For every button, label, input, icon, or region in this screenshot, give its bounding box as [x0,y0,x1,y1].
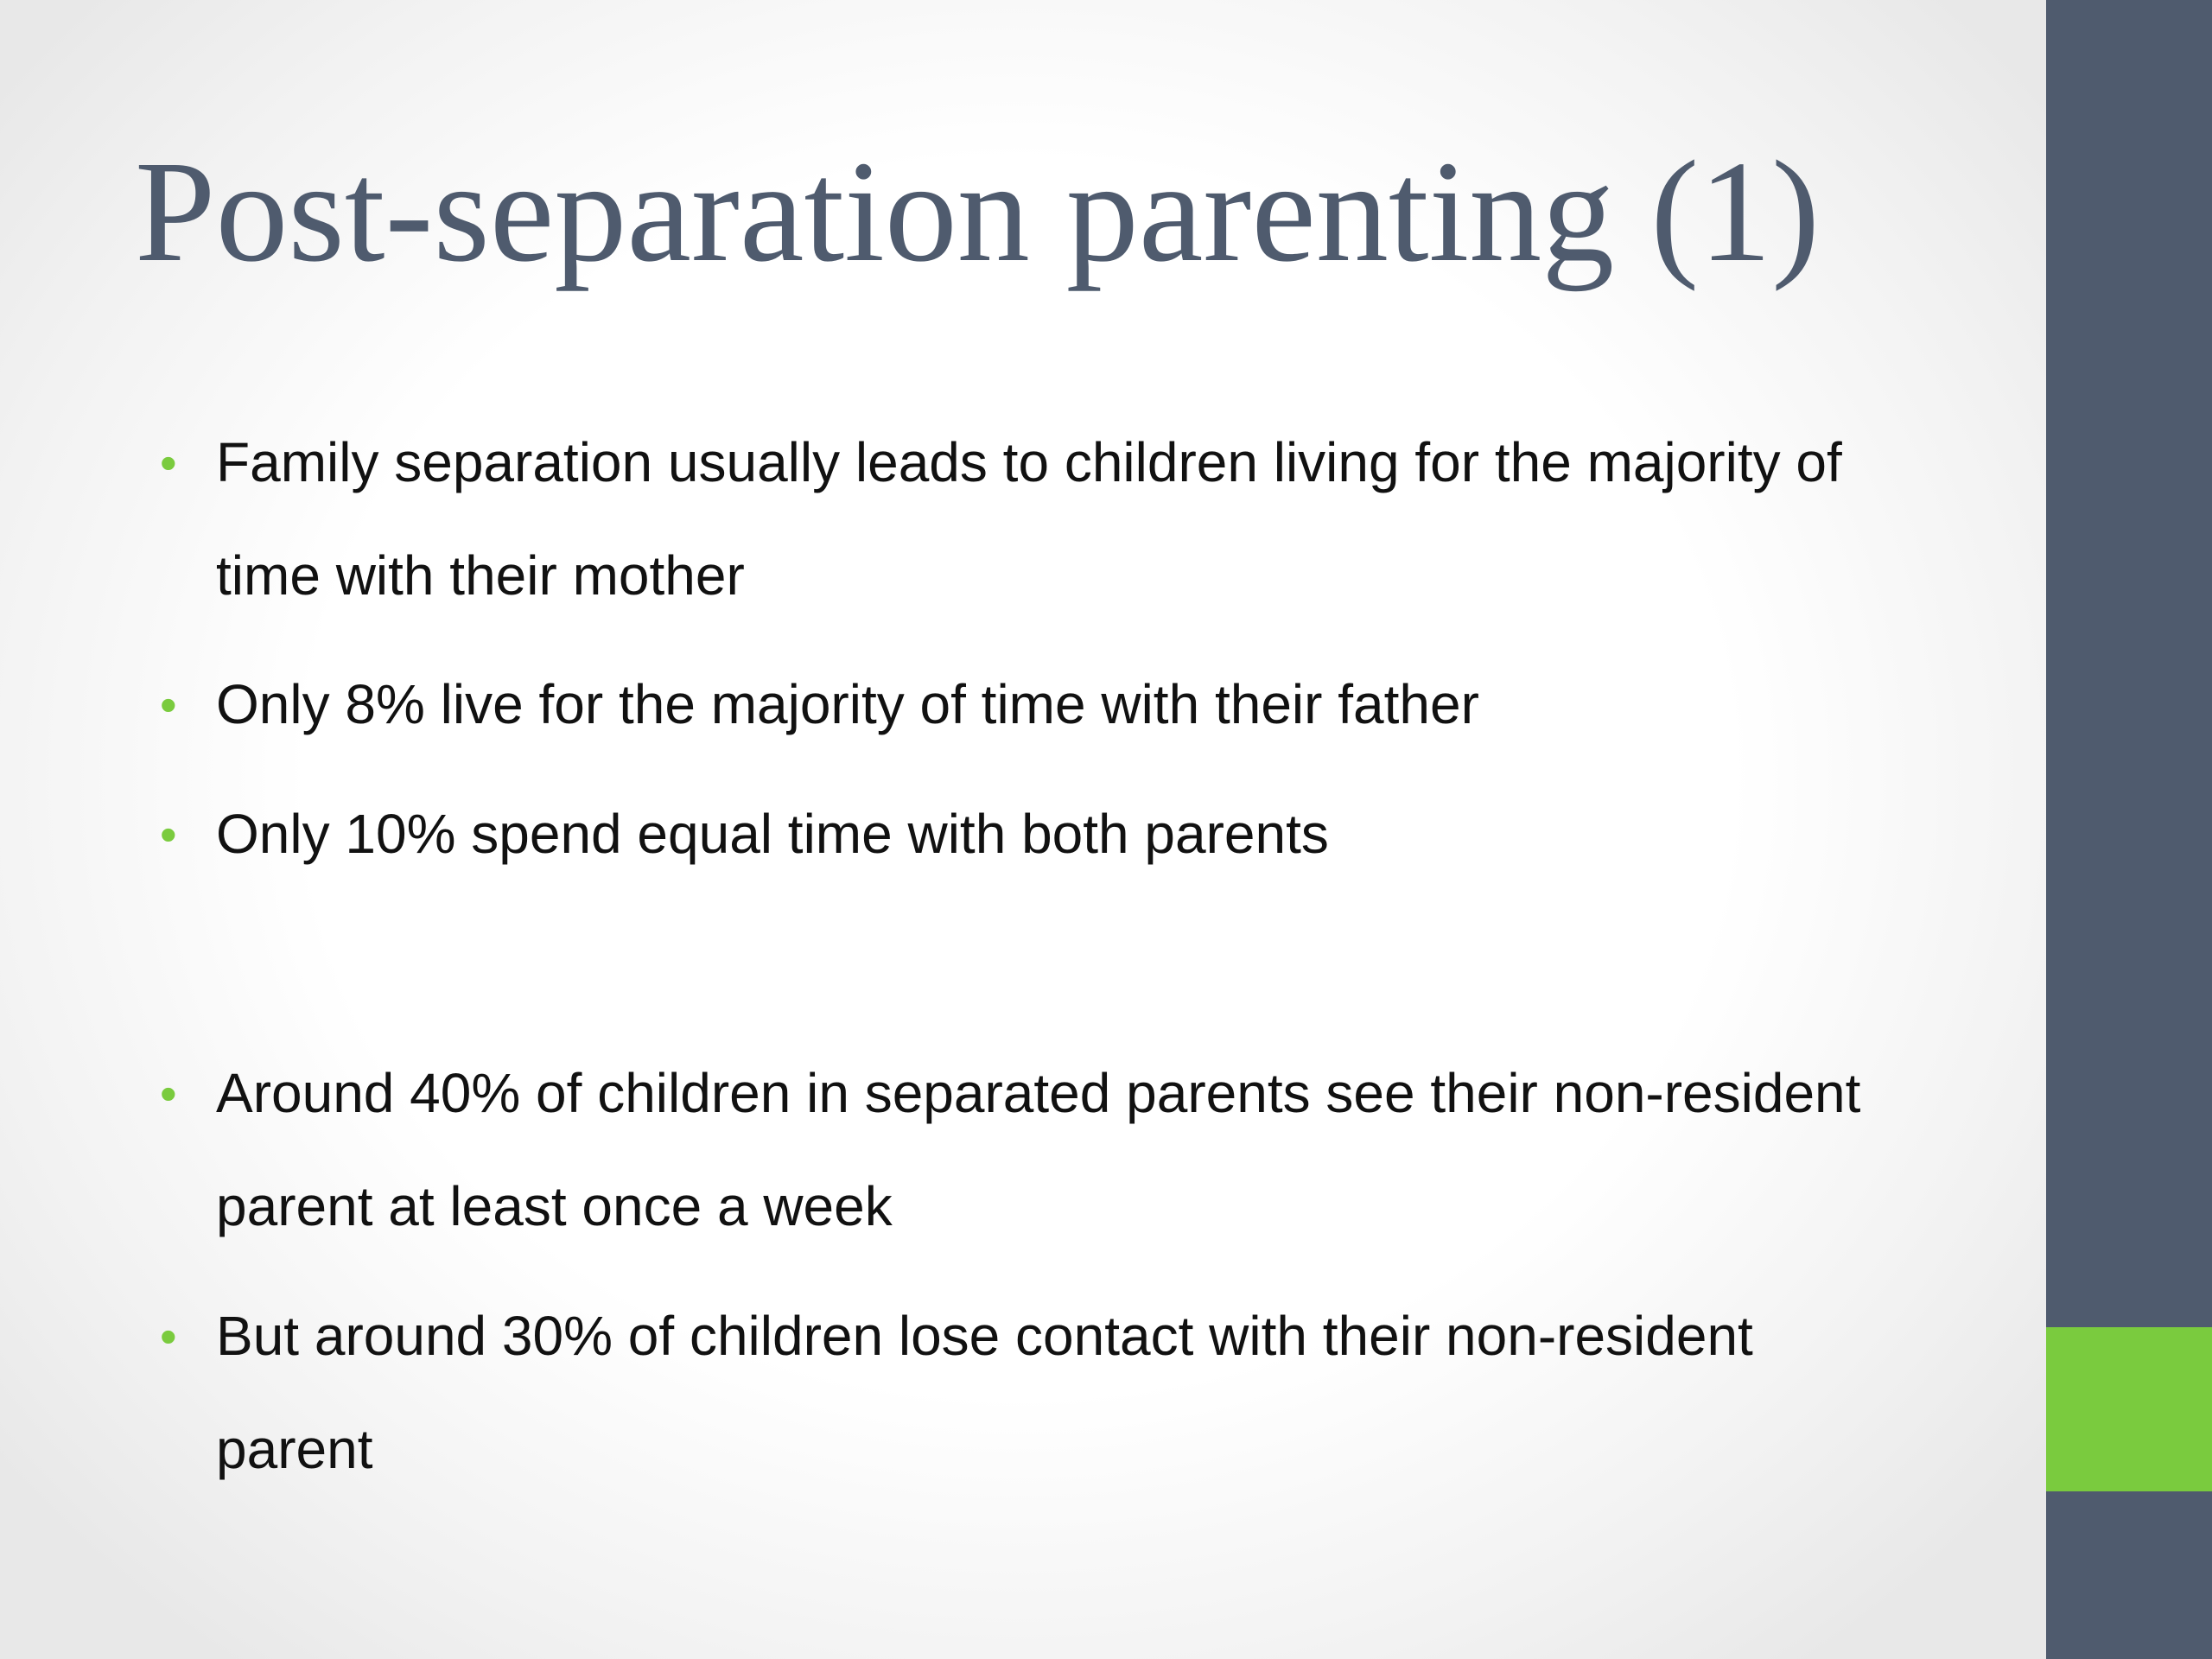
bullet-dot-icon: • [160,1309,177,1363]
bullet-dot-icon: • [160,1066,177,1121]
bullet-item-3 [160,778,1905,891]
bullet-item-5 [160,1280,1905,1506]
bullet-text-4: Around 40% of children in separated parents see their non-resident parent at least once a week [216,1062,1861,1237]
bullet-item-1 [160,406,1905,632]
slide-title: Post-separation parenting (1) [135,131,1821,292]
bullet-item-2 [160,648,1905,761]
bullet-dot-icon: • [160,807,177,861]
bullet-text-3: Only 10% spend equal time with both parents [216,803,1329,865]
bullet-text-1: Family separation usually leads to children living for the majority of time with their mother [216,431,1842,607]
bullet-dot-icon: • [160,677,177,732]
bullet-dot-icon: • [160,435,177,490]
bullet-item-4 [160,1037,1905,1263]
bullet-text-2: Only 8% live for the majority of time with their father [216,673,1479,735]
bullet-text-5: But around 30% of children lose contact with their non-resident parent [216,1305,1753,1480]
side-accent-block [2046,1327,2212,1491]
